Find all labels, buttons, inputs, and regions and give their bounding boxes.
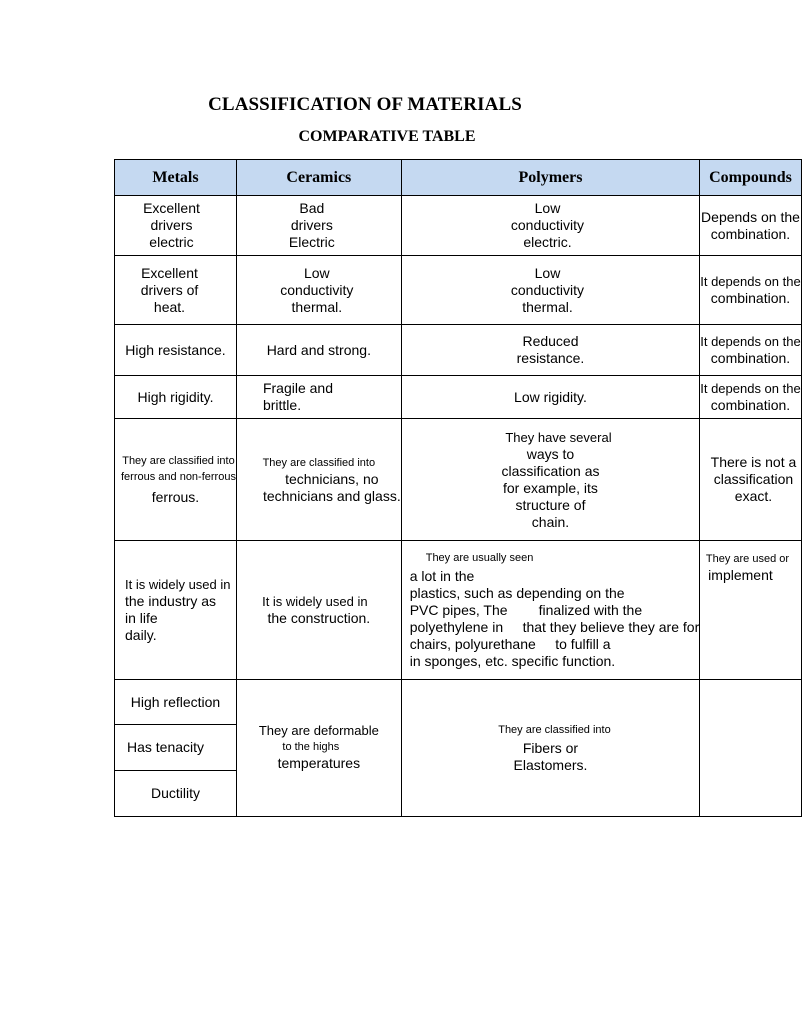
cell-text: Reduced resistance. [516,333,585,366]
table-row [115,541,802,680]
cell-compounds [700,256,801,325]
cell-compounds [700,419,801,541]
cell-text: Excellent drivers electric [143,200,200,250]
cell-text: High resistance. [125,341,226,358]
cell-text: combination. [710,290,791,306]
cell-text: High reflection [130,693,221,710]
document-subtitle: COMPARATIVE TABLE [298,128,476,145]
cell-text: High rigidity. [137,388,214,405]
cell-metals [115,325,237,376]
cell-text: Fibers or Elastomers. [513,740,588,773]
cell-polymers [401,325,700,376]
cell-text: technicians, no technicians and glass. [262,470,401,504]
cell-text: temperatures [277,755,361,771]
comparative-table [114,159,802,817]
cell-text: It is widely used in [262,594,368,609]
cell-ceramics [236,419,401,541]
cell-metals [115,541,237,680]
cell-text: There is not a classification exact. [710,454,797,504]
cell-text: the construction. [267,610,371,626]
cell-text: Low conductivity thermal. [510,264,585,315]
table-row [115,419,802,541]
cell-metals [115,725,237,771]
cell-text: It is widely used in [125,577,231,592]
cell-text: implement [708,567,773,583]
cell-polymers [401,680,700,817]
document-title: CLASSIFICATION OF MATERIALS [208,94,522,115]
cell-polymers [401,256,700,325]
cell-compounds [700,680,801,817]
cell-text: ferrous. [151,489,200,505]
cell-ceramics [236,541,401,680]
cell-compounds [700,325,801,376]
table-row [115,680,802,725]
cell-text: They are classified into [498,724,611,736]
cell-metals [115,256,237,325]
cell-text: to the highs [282,741,340,753]
cell-metals [115,196,237,256]
cell-metals [115,771,237,817]
cell-text: It depends on the [700,381,801,396]
cell-text: Low conductivity thermal. [280,264,354,315]
cell-polymers [401,419,700,541]
header-polymers: Polymers [401,160,700,196]
cell-ceramics [236,256,401,325]
header-ceramics: Ceramics [236,160,401,196]
cell-text: It depends on the [700,334,801,349]
table-header-row [115,160,802,196]
cell-ceramics [236,376,401,419]
cell-text: They are used or [705,553,790,565]
cell-text: Fragile and brittle. [262,380,333,413]
cell-polymers [401,541,700,680]
header-compounds: Compounds [700,160,801,196]
cell-text: combination. [710,397,791,413]
cell-ceramics [236,325,401,376]
cell-text: They are classified into [262,456,376,469]
table-row [115,196,802,256]
table-row [115,256,802,325]
cell-text: a lot in the plastics, such as depending on the PVC pipes, The finalized with the polyethylene in that they believe they are for chairs, polyurethane to fulfill a in sponges, etc. specific function. [409,568,700,669]
cell-text: Excellent drivers of heat. [140,264,199,315]
cell-polymers [401,376,700,419]
cell-text: They are deformable [258,723,379,738]
cell-text: the industry as in life daily. [125,593,217,643]
cell-text: Low conductivity electric. [510,200,585,250]
cell-metals [115,419,237,541]
header-metals: Metals [115,160,237,196]
cell-text: Has tenacity [127,739,205,755]
cell-text: They have several [505,429,612,445]
cell-compounds [700,196,801,256]
cell-text: Depends on the combination. [701,208,800,242]
cell-compounds [700,376,801,419]
cell-text: combination. [710,350,791,366]
table-row [115,325,802,376]
cell-polymers [401,196,700,256]
cell-compounds [700,541,801,680]
cell-text: Low rigidity. [514,388,587,405]
cell-text: ways to classification as for example, its structure of chain. [501,445,600,530]
table-row [115,376,802,419]
cell-text: Bad drivers Electric [288,200,335,250]
cell-text: They are classified into ferrous and non-ferrous [121,455,236,483]
cell-text: Ductility [150,785,200,801]
cell-text: It depends on the [700,274,801,289]
cell-ceramics [236,680,401,817]
cell-text: They are usually seen [425,552,534,564]
cell-metals [115,680,237,725]
cell-metals [115,376,237,419]
cell-text: Hard and strong. [266,341,371,358]
cell-ceramics [236,196,401,256]
